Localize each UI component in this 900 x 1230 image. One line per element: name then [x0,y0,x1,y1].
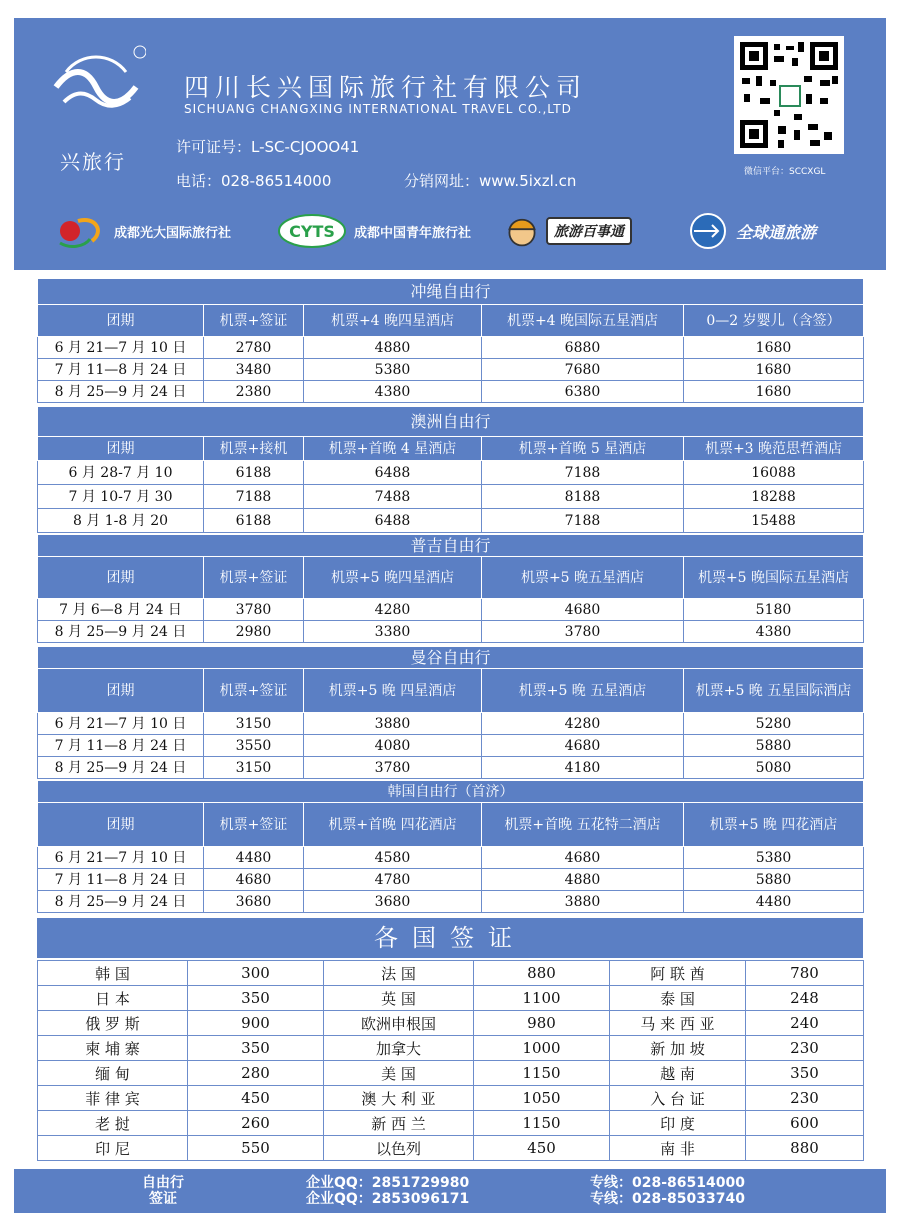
table-cell: 4280 [482,713,684,735]
table-cell: 3680 [304,891,482,913]
table-cell: 7 月 6—8 月 24 日 [38,599,204,621]
globe-icon [686,211,730,251]
table-cell: 1680 [684,337,864,359]
visa-row [38,1011,864,1036]
column-header: 团期 [38,669,204,713]
visa-country: 入 台 证 [610,1086,746,1111]
table-cell: 3550 [204,735,304,757]
column-header: 团期 [38,437,204,461]
table-cell: 8 月 25—9 月 24 日 [38,381,204,403]
footer-hotlines [590,1175,745,1207]
visa-price: 248 [746,986,864,1011]
visa-price: 1000 [474,1036,610,1061]
visa-country: 美 国 [324,1061,474,1086]
visa-country: 阿 联 酋 [610,961,746,986]
visa-price: 350 [188,986,324,1011]
visa-price: 230 [746,1086,864,1111]
partner-name: 成都中国青年旅行社 [354,225,472,241]
visa-section-title: 各国签证 [37,918,863,958]
partner-cyts [276,211,471,251]
company-name: 四川长兴国际旅行社有限公司 [184,73,588,102]
visa-country: 欧洲申根国 [324,1011,474,1036]
table-cell: 4680 [482,847,684,869]
section-title: 冲绳自由行 [38,279,864,305]
visa-country: 泰 国 [610,986,746,1011]
table-cell: 7488 [304,485,482,509]
cyts-logo-icon [276,211,348,251]
column-header: 机票+5 晚五星酒店 [482,557,684,599]
column-header: 机票+5 晚 四星酒店 [304,669,482,713]
table-cell: 4680 [482,599,684,621]
visa-country: 南 非 [610,1136,746,1161]
table-cell: 3880 [304,713,482,735]
table-cell: 8 月 25—9 月 24 日 [38,891,204,913]
table-cell: 4880 [304,337,482,359]
visa-country: 老 挝 [38,1111,188,1136]
column-header: 机票+5 晚四星酒店 [304,557,482,599]
table-cell: 5080 [684,757,864,779]
partner-global [686,211,816,251]
table-cell: 4180 [482,757,684,779]
visa-country: 俄 罗 斯 [38,1011,188,1036]
table-cell: 4680 [482,735,684,757]
table-cell: 6488 [304,461,482,485]
column-header: 机票+签证 [204,557,304,599]
column-header: 机票+首晚 5 星酒店 [482,437,684,461]
table-cell: 3680 [204,891,304,913]
footer-qq [306,1175,469,1207]
visa-country: 韩 国 [38,961,188,986]
table-cell: 4380 [304,381,482,403]
visa-row [38,1086,864,1111]
table-cell: 16088 [684,461,864,485]
table-cell: 3150 [204,757,304,779]
table-cell: 6 月 21—7 月 10 日 [38,713,204,735]
table-cell: 5880 [684,735,864,757]
footer-label-visa: 签证 [149,1191,177,1207]
column-header: 机票+签证 [204,669,304,713]
phone-number: 电话：028-86514000 [176,172,332,190]
visa-country: 印 度 [610,1111,746,1136]
visa-table [37,960,864,1161]
visa-country: 新 西 兰 [324,1111,474,1136]
table-cell: 4480 [684,891,864,913]
table-cell: 8188 [482,485,684,509]
visa-country: 马 来 西 亚 [610,1011,746,1036]
visa-country: 澳 大 利 亚 [324,1086,474,1111]
visa-country: 英 国 [324,986,474,1011]
visa-price: 1050 [474,1086,610,1111]
table-cell: 7188 [204,485,304,509]
table-cell: 6188 [204,509,304,533]
visa-price: 260 [188,1111,324,1136]
column-header: 机票+签证 [204,803,304,847]
table-cell: 8 月 25—9 月 24 日 [38,621,204,643]
visa-price: 900 [188,1011,324,1036]
table-cell: 18288 [684,485,864,509]
header-banner [14,18,886,270]
visa-price: 780 [746,961,864,986]
column-header: 机票+首晚 4 星酒店 [304,437,482,461]
table-cell: 5380 [684,847,864,869]
table-cell: 7 月 10-7 月 30 [38,485,204,509]
table-cell: 6 月 21—7 月 10 日 [38,847,204,869]
visa-country: 越 南 [610,1061,746,1086]
australia-table [37,406,864,533]
wechat-platform: 微信平台：SCCXGL [744,167,826,177]
table-cell: 7 月 11—8 月 24 日 [38,735,204,757]
footer-label-free-travel: 自由行 [142,1175,184,1191]
visa-row [38,1136,864,1161]
column-header: 机票+5 晚国际五星酒店 [684,557,864,599]
table-cell: 7 月 11—8 月 24 日 [38,869,204,891]
table-cell: 8 月 1-8 月 20 [38,509,204,533]
column-header: 机票+4 晚四星酒店 [304,305,482,337]
company-name-en: SICHUANG CHANGXING INTERNATIONAL TRAVEL CO.,LTD [184,102,572,116]
footer-bar [14,1169,886,1213]
visa-price: 880 [746,1136,864,1161]
table-cell: 4880 [482,869,684,891]
table-cell: 3480 [204,359,304,381]
visa-country: 法 国 [324,961,474,986]
table-cell: 15488 [684,509,864,533]
visa-price: 280 [188,1061,324,1086]
logo-text: 兴旅行 [60,150,126,174]
hotline-1[interactable]: 专线：028-86514000 [590,1175,745,1191]
table-cell: 2380 [204,381,304,403]
table-cell: 5280 [684,713,864,735]
section-title: 澳洲自由行 [38,407,864,437]
visa-country: 菲 律 宾 [38,1086,188,1111]
table-cell: 6188 [204,461,304,485]
section-title: 韩国自由行（首济） [38,781,864,803]
visa-price: 450 [474,1136,610,1161]
column-header: 机票+5 晚 五星国际酒店 [684,669,864,713]
table-cell: 5880 [684,869,864,891]
column-header: 机票+5 晚 五星酒店 [482,669,684,713]
visa-country: 新 加 坡 [610,1036,746,1061]
visa-price: 550 [188,1136,324,1161]
table-cell: 3780 [204,599,304,621]
table-cell: 4680 [204,869,304,891]
visa-country: 日 本 [38,986,188,1011]
visa-price: 1100 [474,986,610,1011]
qr-code-icon [734,36,844,154]
website[interactable]: 分销网址：www.5ixzl.cn [404,172,577,190]
visa-price: 1150 [474,1111,610,1136]
section-title: 普吉自由行 [38,535,864,557]
visa-row [38,1111,864,1136]
visa-country: 印 尼 [38,1136,188,1161]
company-logo [46,42,146,174]
partner-bestone [504,211,632,251]
partner-name: 全球通旅游 [736,222,817,242]
column-header: 机票+首晚 四花酒店 [304,803,482,847]
svg-text:CYTS: CYTS [289,222,335,241]
table-cell: 1680 [684,359,864,381]
table-cell: 6488 [304,509,482,533]
visa-price: 300 [188,961,324,986]
visa-country: 柬 埔 寨 [38,1036,188,1061]
visa-country: 以色列 [324,1136,474,1161]
table-cell: 6880 [482,337,684,359]
footer-labels [142,1175,184,1207]
okinawa-table [37,278,864,403]
table-cell: 5380 [304,359,482,381]
phuket-table [37,534,864,643]
table-cell: 4480 [204,847,304,869]
column-header: 机票+首晚 五花特二酒店 [482,803,684,847]
visa-row [38,1036,864,1061]
visa-price: 1150 [474,1061,610,1086]
table-cell: 3780 [304,757,482,779]
table-cell: 1680 [684,381,864,403]
visa-price: 350 [746,1061,864,1086]
license-number: 许可证号：L-SC-CJOOO41 [176,138,360,156]
table-cell: 7680 [482,359,684,381]
column-header: 团期 [38,557,204,599]
table-cell: 3380 [304,621,482,643]
wave-logo-icon [46,42,146,122]
table-cell: 2980 [204,621,304,643]
table-cell: 5180 [684,599,864,621]
qq-number-2[interactable]: 企业QQ：2853096171 [306,1191,470,1207]
table-cell: 6 月 28-7 月 10 [38,461,204,485]
table-cell: 7 月 11—8 月 24 日 [38,359,204,381]
visa-price: 240 [746,1011,864,1036]
column-header: 机票+5 晚 四花酒店 [684,803,864,847]
table-cell: 4580 [304,847,482,869]
column-header: 机票+接机 [204,437,304,461]
mascot-icon [504,211,540,251]
table-cell: 3780 [482,621,684,643]
partner-name: 旅游百事通 [546,217,632,245]
column-header: 团期 [38,803,204,847]
visa-price: 350 [188,1036,324,1061]
visa-price: 980 [474,1011,610,1036]
table-cell: 4380 [684,621,864,643]
section-title: 曼谷自由行 [38,647,864,669]
table-cell: 4780 [304,869,482,891]
table-cell: 7188 [482,509,684,533]
partner-guangda [50,211,231,251]
bangkok-table [37,646,864,779]
korea-table [37,780,864,913]
table-cell: 4080 [304,735,482,757]
visa-price: 230 [746,1036,864,1061]
column-header: 机票+4 晚国际五星酒店 [482,305,684,337]
column-header: 机票+签证 [204,305,304,337]
column-header: 0—2 岁婴儿（含签） [684,305,864,337]
visa-row [38,961,864,986]
visa-country: 缅 甸 [38,1061,188,1086]
table-cell: 3880 [482,891,684,913]
visa-price: 880 [474,961,610,986]
table-cell: 7188 [482,461,684,485]
visa-price: 600 [746,1111,864,1136]
hotline-2[interactable]: 专线：028-85033740 [590,1191,745,1207]
visa-country: 加拿大 [324,1036,474,1061]
partner-name: 成都光大国际旅行社 [114,225,232,241]
table-cell: 6380 [482,381,684,403]
table-cell: 8 月 25—9 月 24 日 [38,757,204,779]
visa-price: 450 [188,1086,324,1111]
visa-row [38,986,864,1011]
table-cell: 4280 [304,599,482,621]
qq-number-1[interactable]: 企业QQ：2851729980 [306,1175,470,1191]
column-header: 机票+3 晚范思哲酒店 [684,437,864,461]
table-cell: 3150 [204,713,304,735]
column-header: 团期 [38,305,204,337]
visa-row [38,1061,864,1086]
table-cell: 2780 [204,337,304,359]
guangda-logo-icon [50,211,108,251]
table-cell: 6 月 21—7 月 10 日 [38,337,204,359]
